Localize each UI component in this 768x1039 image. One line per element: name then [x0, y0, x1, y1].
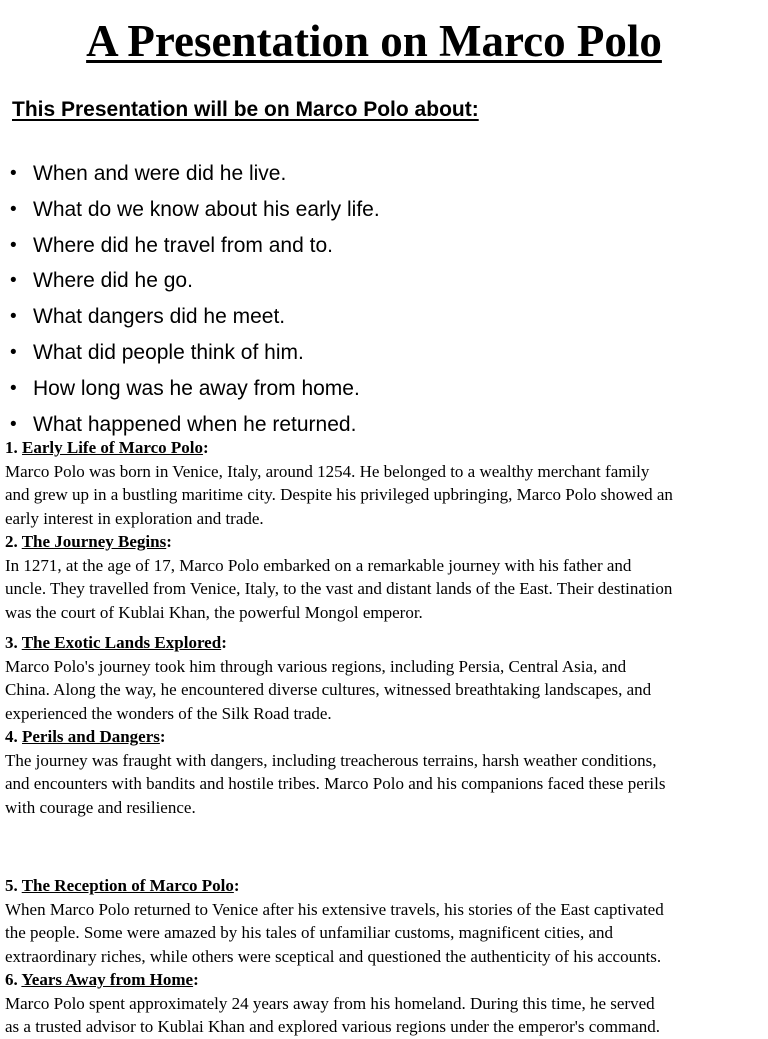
section-colon: : — [193, 970, 199, 989]
page-title: A Presentation on Marco Polo — [86, 16, 662, 66]
section-colon: : — [159, 727, 166, 746]
bullet-icon: • — [10, 306, 17, 328]
section-colon: : — [233, 876, 240, 895]
section-years-away — [5, 968, 765, 1039]
section-number: 5. — [5, 876, 18, 895]
bullet-text: Where did he go. — [33, 269, 193, 293]
section-colon: : — [202, 438, 209, 457]
section-body: When Marco Polo returned to Venice after his extensive travels, his stories of the East captivated the people. Some were amazed by his tales of unfamiliar customs, magnificent cities, and extraordinary riches, while others were sceptical and questioned the authenticity of his accounts. — [5, 899, 664, 966]
bullet-icon: • — [10, 341, 17, 363]
section-colon: : — [166, 532, 172, 551]
section-spacer — [5, 819, 765, 874]
bullet-text: When and were did he live. — [33, 162, 287, 185]
bullet-icon: • — [10, 413, 17, 435]
section-title: Perils and Dangers — [22, 727, 160, 746]
bullet-text: What do we know about his early life. — [33, 197, 380, 221]
section-exotic-lands — [5, 631, 765, 725]
section-title: Early Life of Marco Polo — [22, 438, 203, 457]
section-body: Marco Polo spent approximately 24 years away from his homeland. During this time, he served as a trusted advisor to Kublai Khan and explored various regions under the emperor's command. — [5, 993, 661, 1036]
section-title: The Exotic Lands Explored — [21, 633, 222, 652]
bullet-icon: • — [10, 234, 17, 256]
section-heading — [5, 530, 765, 554]
section-early-life — [5, 436, 765, 530]
bullet-icon: • — [10, 377, 17, 399]
section-heading — [5, 725, 765, 749]
bullet-text: What happened when he returned. — [33, 412, 357, 436]
slide-subtitle: This Presentation will be on Marco Polo about: — [12, 98, 479, 121]
bullet-icon: • — [10, 163, 17, 184]
bullet-text: How long was he away from home. — [33, 376, 360, 400]
sections-container — [5, 436, 765, 1039]
section-number: 3. — [5, 633, 18, 652]
bullet-text: What dangers did he meet. — [33, 305, 286, 329]
section-number: 4. — [5, 727, 18, 746]
section-body: Marco Polo's journey took him through various regions, including Persia, Central Asia, and China. Along the way, he encountered diverse cultures, witnessed breathtaking landscapes, and experienced the wonders of the Silk Road trade. — [5, 656, 652, 723]
section-journey-begins — [5, 530, 765, 624]
bullet-icon: • — [10, 198, 17, 220]
section-heading — [5, 631, 765, 655]
bullet-icon: • — [10, 270, 17, 292]
section-spacer — [5, 624, 765, 631]
section-body: In 1271, at the age of 17, Marco Polo embarked on a remarkable journey with his father and uncle. They travelled from Venice, Italy, to the vast and distant lands of the East. Their destination was the court of Kublai Khan, the powerful Mongol emperor. — [5, 555, 673, 622]
section-heading — [5, 874, 765, 898]
section-reception — [5, 874, 765, 968]
section-number: 1. — [5, 438, 18, 457]
section-title: The Reception of Marco Polo — [21, 876, 234, 895]
section-body: The journey was fraught with dangers, including treacherous terrains, harsh weather conditions, and encounters with bandits and hostile tribes. Marco Polo and his companions faced these perils with courage and resilience. — [5, 750, 666, 817]
section-title: Years Away from Home — [21, 970, 194, 989]
section-perils — [5, 725, 765, 819]
section-colon: : — [221, 633, 227, 652]
bullet-text: What did people think of him. — [33, 340, 304, 364]
bullet-text: Where did he travel from and to. — [33, 233, 333, 257]
section-title: The Journey Begins — [21, 532, 167, 551]
section-number: 6. — [5, 970, 18, 989]
section-body: Marco Polo was born in Venice, Italy, around 1254. He belonged to a wealthy merchant family and grew up in a bustling maritime city. Despite his privileged upbringing, Marco Polo showed an early interest in exploration and trade. — [5, 461, 673, 528]
section-heading — [5, 436, 765, 460]
section-number: 2. — [5, 532, 18, 551]
section-heading — [5, 968, 765, 992]
title-slide — [0, 0, 768, 434]
